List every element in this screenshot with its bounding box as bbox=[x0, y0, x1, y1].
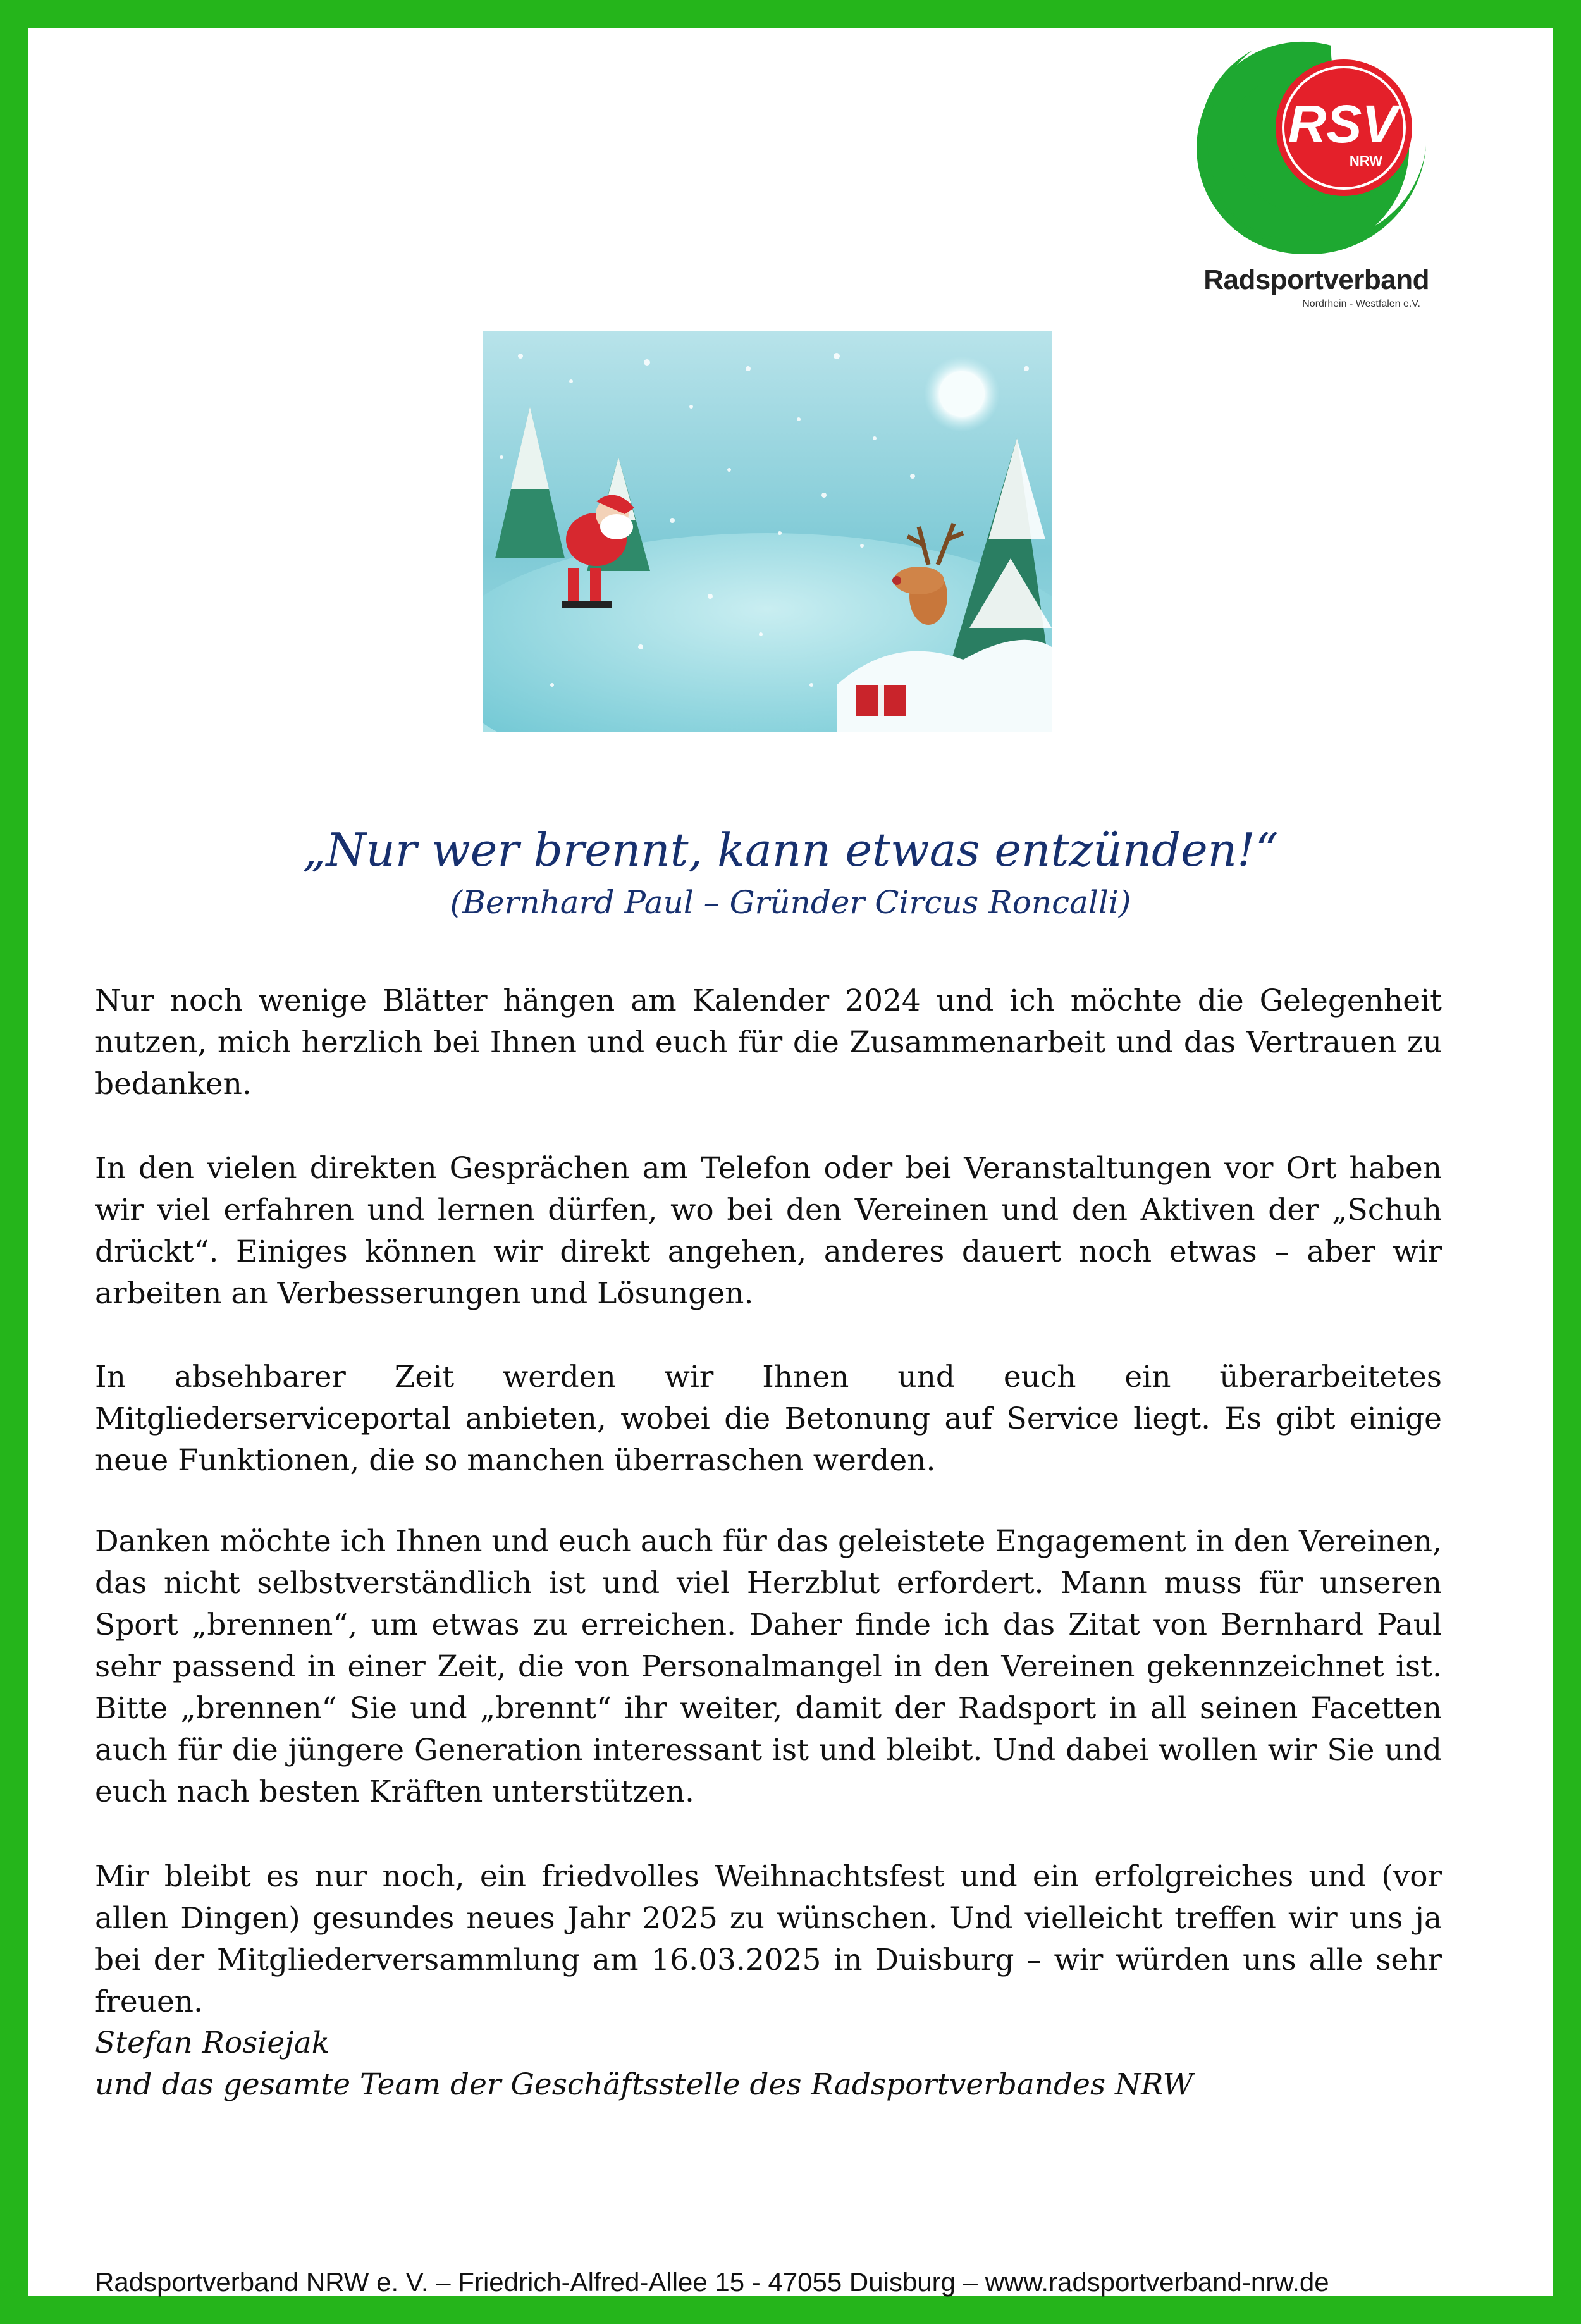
paragraph-3: In absehbarer Zeit werden wir Ihnen und euch ein überarbeitetes Mitgliederserviceportal anbieten, wobei die Betonung auf Service liegt. Es gibt einige neue Funktionen, die so manchen überraschen werden. bbox=[95, 1360, 1442, 1478]
winter-illustration bbox=[483, 331, 1052, 732]
logo-badge-text: RSV bbox=[1288, 94, 1398, 154]
paragraph-2: In den vielen direkten Gesprächen am Telefon oder bei Veranstaltungen vor Ort haben wir viel erfahren und lernen dürfen, wo bei den Vereinen und den Aktiven der „Schuh drückt“. Einiges können wir direkt angehen, anderes dauert noch etwas – aber wir arbeiten an Verbesserungen und Lösungen. bbox=[95, 1151, 1442, 1311]
paragraph-1: Nur noch wenige Blätter hängen am Kalender 2024 und ich möchte die Gelegenheit nutzen, mich herzlich bei Ihnen und euch für die Zusammenarbeit und das Vertrauen zu bedanken. bbox=[95, 983, 1442, 1102]
paragraph-4: Danken möchte ich Ihnen und euch auch für das geleistete Engagement in den Vereinen, das nicht selbstverständlich ist und viel Herzblut erfordert. Mann muss für unseren Sport „brennen“, um etwas zu erreichen. Daher finde ich das Zitat von Bernhard Paul sehr passend in einer Zeit, die von Personalmangel in den Vereinen gekennzeichnet ist. Bitte „brennen“ Sie und „brennt“ ihr weiter, damit der Radsport in all seinen Facetten auch für die jüngere Generation interessant ist und bleibt. Und dabei wollen wir Sie und euch nach besten Kräften unterstützen. bbox=[95, 1524, 1442, 1809]
rsv-logo-emblem bbox=[1176, 25, 1442, 266]
signature-team: und das gesamte Team der Geschäftsstelle des Radsportverbandes NRW bbox=[95, 2067, 1193, 2102]
footer-address: Radsportverband NRW e. V. – Friedrich-Alfred-Allee 15 - 47055 Duisburg – www.radsportverband-nrw.de bbox=[95, 2267, 1329, 2297]
signature-name: Stefan Rosiejak bbox=[95, 2026, 330, 2060]
rsv-logo bbox=[1176, 25, 1442, 323]
quote-source: (Bernhard Paul – Gründer Circus Roncalli) bbox=[450, 884, 1131, 921]
paragraph-5: Mir bleibt es nur noch, ein friedvolles Weihnachtsfest und ein erfolgreiches und (vor allen Dingen) gesundes neues Jahr 2025 zu wünschen. Und vielleicht treffen wir uns ja bei der Mitgliederversammlung am 16.03.2025 in Duisburg – wir würden uns alle sehr freuen. bbox=[95, 1859, 1442, 2019]
logo-subtitle: Nordrhein - Westfalen e.V. bbox=[1302, 298, 1420, 309]
logo-badge-sub: NRW bbox=[1349, 153, 1383, 169]
quote-text: „Nur wer brennt, kann etwas entzünden!“ bbox=[302, 823, 1279, 876]
logo-title: Radsportverband bbox=[1203, 264, 1429, 295]
